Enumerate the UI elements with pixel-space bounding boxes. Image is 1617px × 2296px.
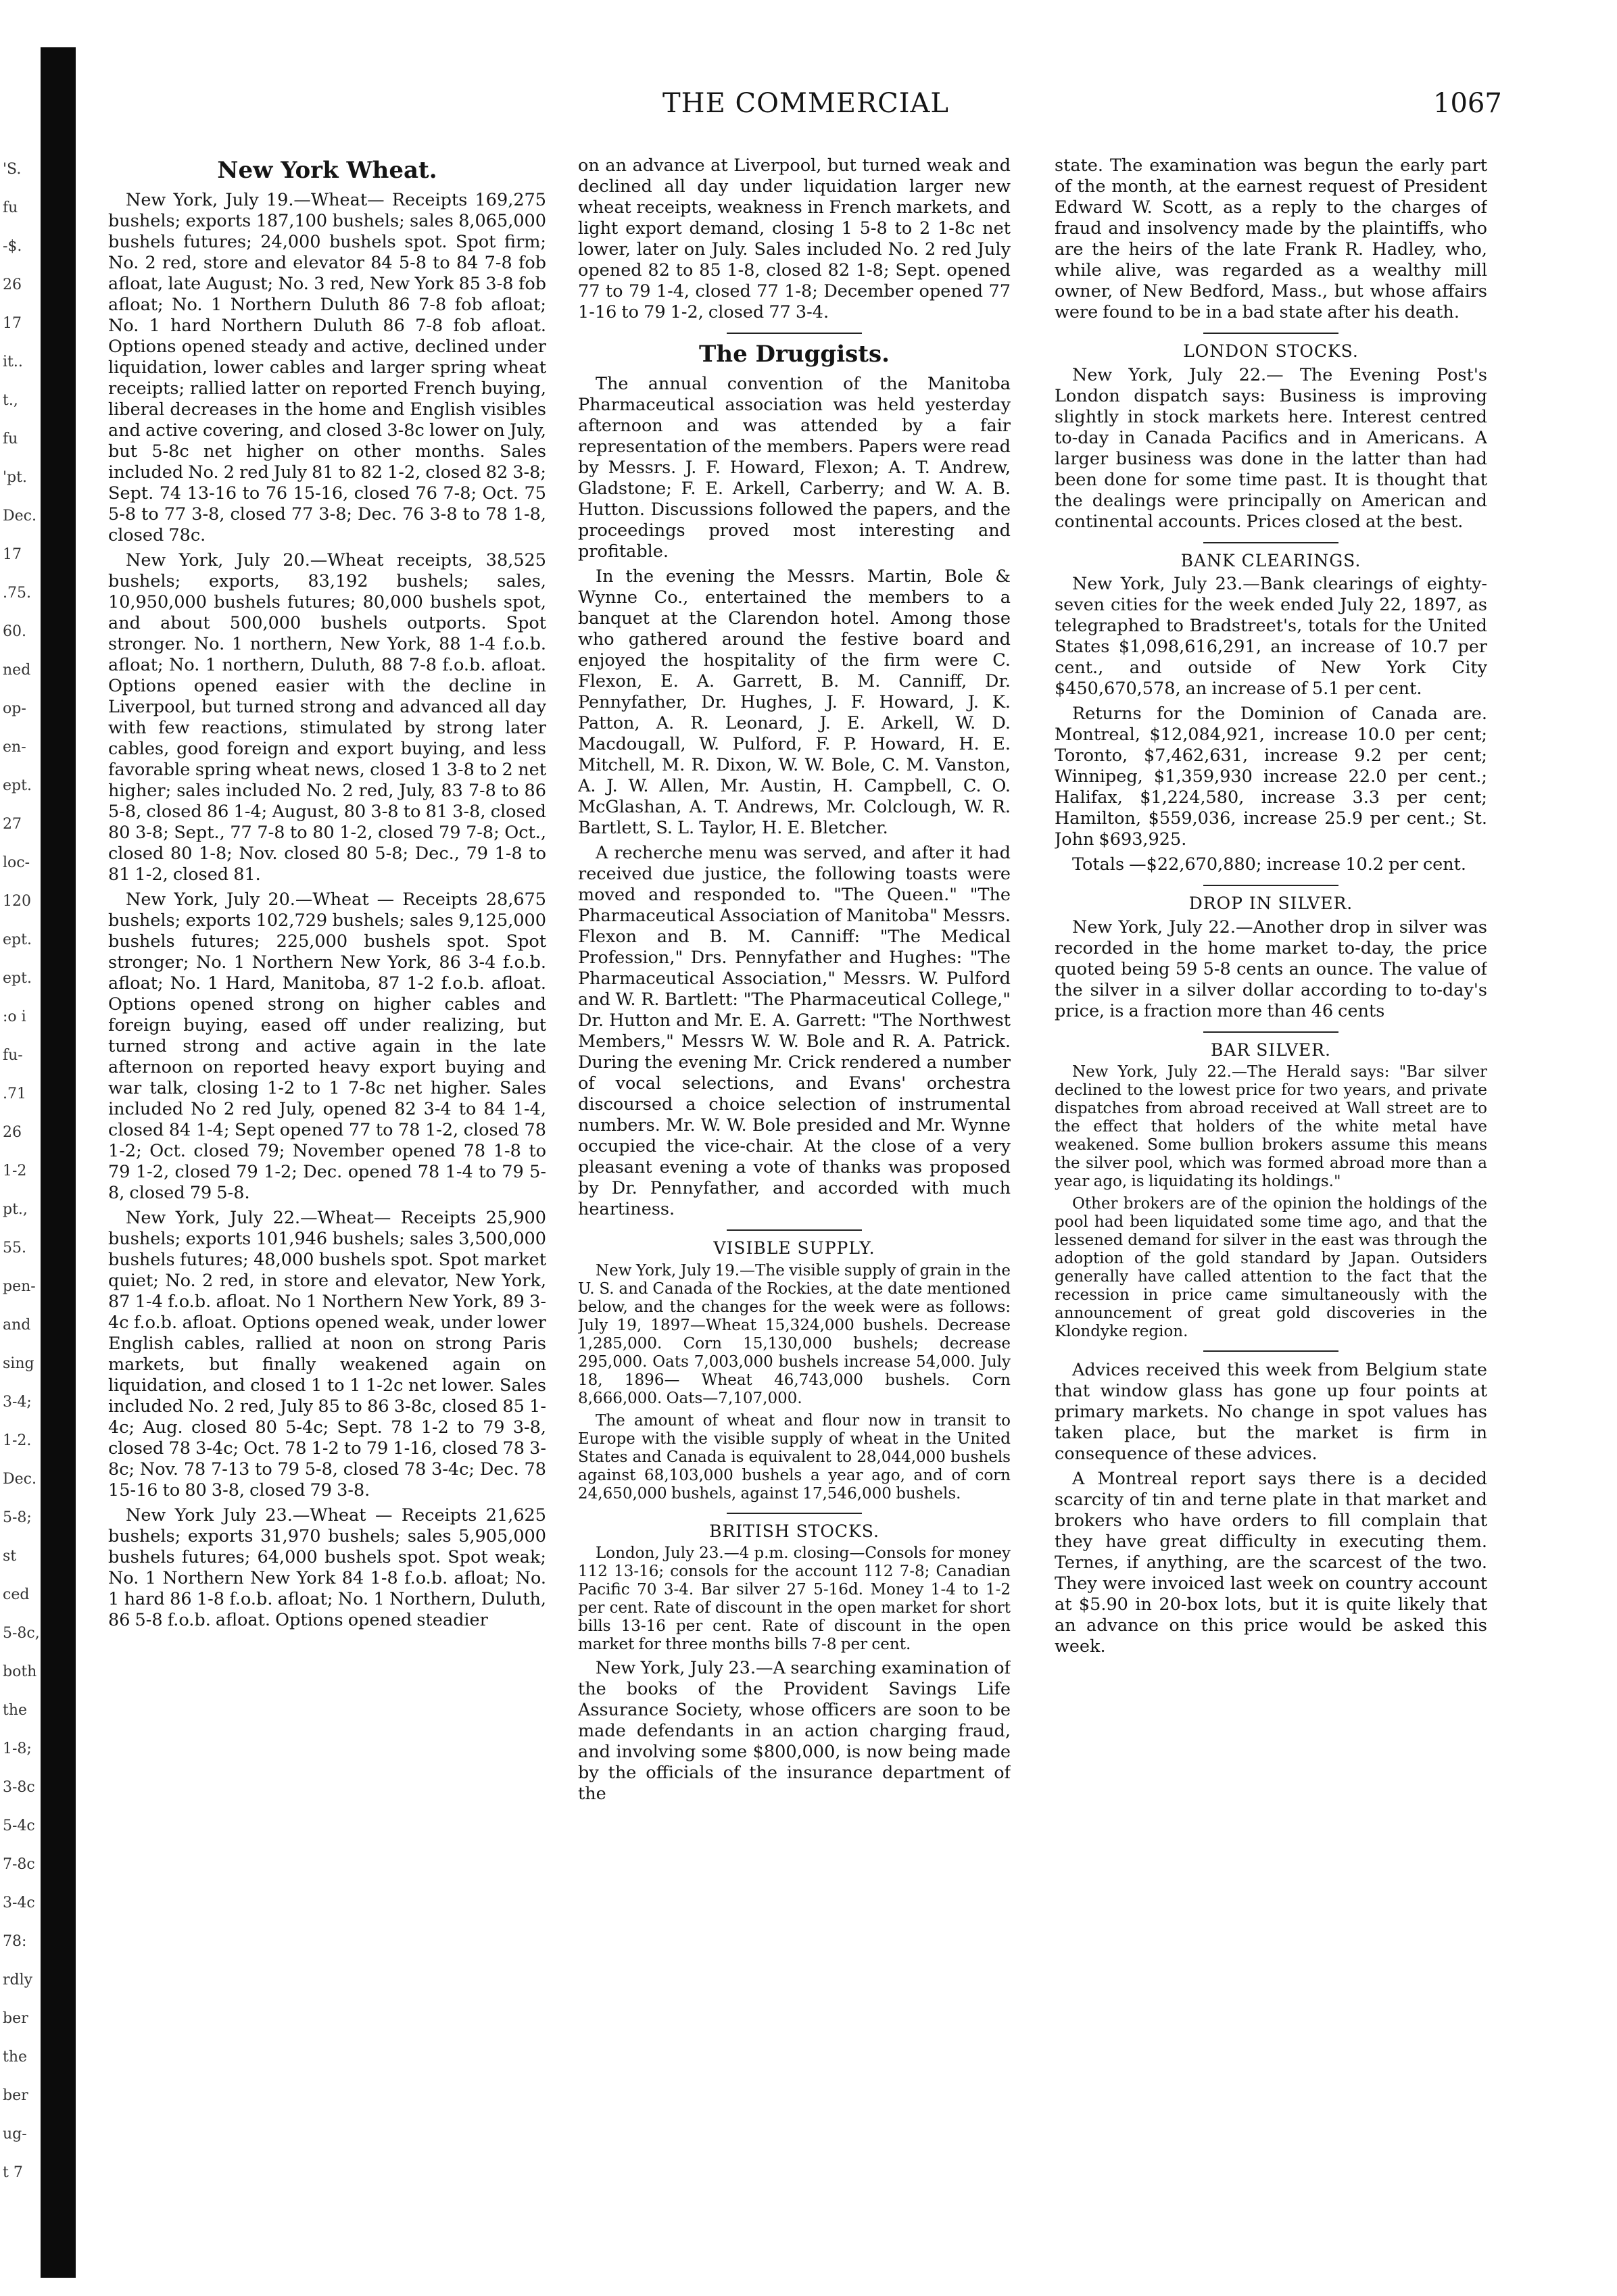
margin-fragment: ept.: [3, 970, 32, 987]
article-paragraph: Returns for the Dominion of Canada are. Montreal, $12,084,921, increase 10.0 per cent; Toronto, $7,462,631, increase 9.2 per cent; Winnipeg, $1,359,930 increase 22.0 per cent.; Halifax, $1,224,580, increase 3.3 per cent; Hamilton, $559,036, increase 25.9 per cent.; St. John $693,925.: [1055, 704, 1487, 850]
margin-fragment: sing: [3, 1355, 34, 1372]
margin-fragment: both: [3, 1663, 37, 1680]
margin-fragment: 27: [3, 816, 22, 833]
article-paragraph: London, July 23.—4 p.m. closing—Consols for money 112 13-16; consols for the account 112 7-8; Canadian Pacific 70 3-4. Bar silver 27 5-16d. Money 1-4 to 1-2 per cent. Rate of discount in the open market for short bills 13-16 per cent. Rate of discount in the open market for three months bills 7-8 per cent.: [578, 1544, 1011, 1654]
column-rule: [727, 333, 862, 334]
article-paragraph: New York, July 22.—Another drop in silver was recorded in the home market to-day, the price quoted being 59 5-8 cents an ounce. The value of the silver in a silver dollar according to to-day's price, is a fraction more than 46 cents: [1055, 917, 1487, 1021]
section-heading: DROP IN SILVER.: [1188, 894, 1353, 913]
masthead-title: THE COMMERCIAL: [662, 88, 949, 119]
margin-fragment: the: [3, 1702, 28, 1719]
margin-fragment: ced: [3, 1586, 30, 1603]
margin-fragment: 'S.: [3, 162, 22, 178]
margin-fragment: 17: [3, 546, 22, 563]
margin-fragment: 3-4c: [3, 1895, 35, 1911]
margin-fragment: fu: [3, 199, 18, 216]
margin-fragment: 3-4;: [3, 1394, 32, 1411]
article-paragraph: A Montreal report says there is a decided scarcity of tin and terne plate in that market and brokers who have orders to fill complain that they have great difficulty in executing them. Ternes, if anything, are the scarcest of the two. They were invoiced last week on country account at $5.90 in 20-box lots, but it is quite likely that an advance on this price would be asked this week.: [1055, 1469, 1487, 1657]
section-heading: BRITISH STOCKS.: [709, 1521, 879, 1541]
margin-fragment: 1-2: [3, 1163, 27, 1179]
column-rule: [1203, 333, 1338, 334]
article-paragraph: New York, July 20.—Wheat — Receipts 28,675 bushels; exports 102,729 bushels; sales 9,125,000 bushels futures; 225,000 bushels spot. Spot stronger; No. 1 Northern New York, 86 3-4 f.o.b. afloat; No. 1 Hard, Manitoba, 87 1-2 f.o.b. afloat. Options opened strong on higher cables and foreign buying, eased off under realizing, but turned strong and active again in the late afternoon on reported heavy export buying and war talk, closing 1-2 to 1 7-8c net higher. Sales included No 2 red July, opened 82 3-4 to 84 1-4, closed 84 1-4; Sept opened 77 to 78 1-2, closed 78 1-2; Oct. closed 79; November opened 78 1-8 to 79 1-2, closed 79 1-2; Dec. opened 78 1-4 to 79 5-8, closed 79 5-8.: [108, 889, 546, 1204]
page-number: 1067: [1433, 88, 1502, 119]
article-paragraph: New York, July 19.—Wheat— Receipts 169,275 bushels; exports 187,100 bushels; sales 8,065,000 bushels futures; 24,000 bushels spot. Spot firm; No. 2 red, store and elevator 84 5-8 to 84 7-8 fob afloat, late August; No. 3 red, New York 85 3-8 fob afloat; No. 1 Northern Duluth 86 7-8 fob afloat; No. 1 hard Northern Duluth 86 7-8 fob afloat. Options opened steady and active, declined under liquidation, lower cables and larger spring wheat receipts; rallied latter on reported French buying, liberal decreases in the home and English visibles and active covering, and closed 3-8c lower on July, but 5-8c net higher on other months. Sales included No. 2 red July 81 to 82 1-2, closed 82 3-8; Sept. 74 13-16 to 76 15-16, closed 76 7-8; Oct. 75 5-8 to 77 3-8, closed 77 3-8; Dec. 76 3-8 to 78 1-8, closed 78c.: [108, 190, 546, 546]
margin-fragment: t 7: [3, 2164, 23, 2181]
margin-fragment: 26: [3, 1124, 22, 1141]
column-rule: [727, 1513, 862, 1514]
margin-fragment: 1-2.: [3, 1432, 32, 1449]
column-rule: [1203, 1350, 1338, 1352]
margin-fragment: .75.: [3, 585, 31, 602]
margin-fragment: it..: [3, 353, 23, 370]
article-paragraph: Advices received this week from Belgium state that window glass has gone up four points at primary markets. No change in spot values has taken place, but the market is firm in consequence of these advices.: [1055, 1360, 1487, 1464]
column-rule: [1203, 1031, 1338, 1033]
margin-fragment: 17: [3, 315, 22, 332]
margin-fragment: pen-: [3, 1278, 36, 1295]
article-paragraph: The amount of wheat and flour now in transit to Europe with the visible supply of wheat in the United States and Canada is equivalent to 28,044,000 bushels against 68,103,000 bushels a year ago, and of corn 24,650,000 bushels, against 17,546,000 bushels.: [578, 1411, 1011, 1503]
margin-fragment: 55.: [3, 1240, 26, 1256]
column-rule: [1203, 885, 1338, 886]
article-paragraph: New York, July 22.— The Evening Post's London dispatch says: Business is improving slightly in stock markets here. Interest centred to-day in Canada Pacifics and in Americans. A larger business was done in the latter than had been done for some time past. It is thought that the dealings were principally on American and continental accounts. Prices closed at the best.: [1055, 364, 1487, 532]
margin-fragment: ned: [3, 662, 31, 679]
margin-fragment: ept.: [3, 931, 32, 948]
margin-fragment: st: [3, 1548, 17, 1565]
adjacent-page-fragments: [0, 162, 54, 2291]
article-heading: New York Wheat.: [217, 157, 437, 184]
section-heading: BANK CLEARINGS.: [1180, 550, 1361, 570]
margin-fragment: 60.: [3, 623, 26, 640]
margin-fragment: .71: [3, 1085, 26, 1102]
section-heading: LONDON STOCKS.: [1183, 341, 1359, 361]
margin-fragment: fu-: [3, 1047, 23, 1064]
margin-fragment: 120: [3, 893, 31, 910]
article-paragraph: New York, July 22.—The Herald says: "Bar silver declined to the lowest price for two years, and private dispatches from abroad received at Wall street are to the effect that holders of the white metal have weakened. Some bullion brokers assume this means the silver pool, which was formed abroad more than a year ago, is liquidating its holdings.": [1055, 1063, 1487, 1190]
article-paragraph: Totals —$22,670,880; increase 10.2 per cent.: [1072, 854, 1466, 875]
margin-fragment: 7-8c: [3, 1856, 35, 1873]
margin-fragment: 26: [3, 276, 22, 293]
margin-fragment: 'pt.: [3, 469, 27, 486]
column-2: [578, 155, 1011, 2278]
article-paragraph: A recherche menu was served, and after it had received due justice, the following toasts were moved and responded to. "The Queen." "The Pharmaceutical Association of Manitoba" Messrs. Flexon and B. M. Canniff: "The Medical Profession," Drs. Pennyfather and Hughes: "The Pharmaceutical Association," Messrs. W. Pulford and W. R. Bartlett: "The Pharmaceutical College," Dr. Hutton and Mr. E. A. Garrett: "The Northwest Members," Messrs W. W. Bole and R. A. Patrick. During the evening Mr. Crick rendered a number of vocal selections, and Evans' orchestra discoursed a choice selection of instrumental numbers. Mr. W. W. Bole presided and Mr. Wynne occupied the vice-chair. At the close of a very pleasant evening a vote of thanks was proposed by Dr. Pennyfather, and accorded with much heartiness.: [578, 843, 1011, 1220]
article-paragraph: New York, July 23.—A searching examination of the books of the Provident Savings Life Assurance Society, whose officers are soon to be made defendants in an action charging fraud, and involving some $800,000, is now being made by the officials of the insurance department of the: [578, 1658, 1011, 1805]
article-paragraph: New York, July 20.—Wheat receipts, 38,525 bushels; exports, 83,192 bushels; sales, 10,950,000 bushels futures; 80,000 bushels spot, and about 500,000 bushels outports. Spot stronger. No. 1 northern, New York, 88 1-4 f.o.b. afloat; No. 1 northern, Duluth, 88 7-8 f.o.b. afloat. Options opened easier with the decline in Liverpool, but turned strong and advanced all day with few reactions, stimulated by strong later cables, good foreign and export buying, and less favorable spring wheat news, closed 1 3-8 to 2 net higher; sales included No. 2 red, July, 83 7-8 to 86 5-8, closed 86 1-4; August, 80 3-8 to 81 3-8, closed 80 3-8; Sept., 77 7-8 to 80 1-2, closed 79 7-8; Oct., closed 80 1-8; Nov. closed 80 5-8; Dec., 79 1-8 to 81 1-2, closed 81.: [108, 550, 546, 885]
section-heading: VISIBLE SUPPLY.: [713, 1238, 875, 1259]
margin-fragment: en-: [3, 739, 26, 756]
column-rule: [727, 1229, 862, 1231]
margin-fragment: pt.,: [3, 1201, 28, 1218]
article-paragraph: In the evening the Messrs. Martin, Bole & Wynne Co., entertained the members to a banquet at the Clarendon hotel. Among those who gathered around the festive board and enjoyed the hospitality of the firm were C. Flexon, E. A. Garrett, B. M. Canniff, Dr. Pennyfather, Dr. Hughes, J. F. Howard, J. K. Patton, A. R. Leonard, J. E. Arkell, W. D. Macdougall, W. Pulford, F. P. Howard, H. E. Mitchell, M. R. Dixon, W. W. Bole, C. M. Vanston, A. J. W. Allen, Mr. Austin, H. Campbell, C. O. McGlashan, A. T. Andrews, Mr. Colclough, W. R. Bartlett, S. L. Taylor, H. E. Bletcher.: [578, 566, 1011, 839]
margin-fragment: op-: [3, 700, 26, 717]
article-paragraph: state. The examination was begun the early part of the month, at the earnest request of President Edward W. Scott, as a reply to the charges of fraud and insolvency made by the plaintiffs, who are the heirs of the late Frank R. Hadley, who, while alive, was regarded as a wealthy mill owner, of New Bedford, Mass., but whose affairs were found to be in a bad state after his death.: [1055, 155, 1487, 322]
article-paragraph: New York July 23.—Wheat — Receipts 21,625 bushels; exports 31,970 bushels; sales 5,905,000 bushels futures; 64,000 bushels spot. Spot weak; No. 1 Northern New York 84 1-8 f.o.b. afloat; No. 1 hard 86 1-8 f.o.b. afloat; No. 1 Northern, Duluth, 86 5-8 f.o.b. afloat. Options opened steadier: [108, 1505, 546, 1631]
margin-fragment: 3-8c: [3, 1779, 35, 1796]
article-paragraph: Other brokers are of the opinion the holdings of the pool had been liquidated some time ago, and that the lessened demand for silver in the east was through the adoption of the gold standard by Japan. Outsiders generally have called attention to the fact that the recession in price came simultaneously with the announcement of great gold discoveries in the Klondyke region.: [1055, 1195, 1487, 1340]
article-paragraph: The annual convention of the Manitoba Pharmaceutical association was held yesterday afternoon and was attended by a fair representation of the members. Papers were read by Messrs. J. F. Howard, Flexon; A. T. Andrew, Gladstone; F. E. Arkell, Carberry; and W. A. B. Hutton. Discussions followed the papers, and the proceedings proved most interesting and profitable.: [578, 374, 1011, 562]
article-heading: The Druggists.: [699, 341, 890, 368]
margin-fragment: 5-4c: [3, 1817, 35, 1834]
margin-fragment: 5-8;: [3, 1509, 32, 1526]
margin-fragment: 78:: [3, 1933, 27, 1950]
margin-fragment: ug-: [3, 2126, 27, 2143]
margin-fragment: loc-: [3, 854, 30, 871]
margin-fragment: ept.: [3, 777, 32, 794]
article-paragraph: New York, July 23.—Bank clearings of eighty-seven cities for the week ended July 22, 1897, as telegraphed to Bradstreet's, totals for the United States $1,098,616,291, an increase of 10.7 per cent., and outside of New York City $450,670,578, an increase of 5.1 per cent.: [1055, 574, 1487, 699]
margin-fragment: :o i: [3, 1008, 26, 1025]
column-1: [108, 155, 546, 2278]
margin-fragment: ber: [3, 2010, 28, 2027]
margin-fragment: rdly: [3, 1972, 33, 1988]
article-paragraph: New York, July 19.—The visible supply of grain in the U. S. and Canada of the Rockies, at the date mentioned below, and the changes for the week were as follows: July 19, 1897—Wheat 15,324,000 bushels. Decrease 1,285,000. Corn 15,130,000 bushels; decrease 295,000. Oats 7,003,000 bushels increase 54,000. July 18, 1896— Wheat 46,743,000 bushels. Corn 8,666,000. Oats—7,107,000.: [578, 1261, 1011, 1407]
column-rule: [1203, 542, 1338, 543]
margin-fragment: Dec.: [3, 508, 37, 524]
section-heading: BAR SILVER.: [1211, 1040, 1331, 1060]
margin-fragment: t.,: [3, 392, 18, 409]
margin-fragment: and: [3, 1317, 31, 1334]
margin-fragment: 1-8;: [3, 1740, 32, 1757]
margin-fragment: Dec.: [3, 1471, 37, 1488]
margin-fragment: ber: [3, 2087, 28, 2104]
article-paragraph: New York, July 22.—Wheat— Receipts 25,900 bushels; exports 101,946 bushels; sales 3,500,000 bushels futures; 48,000 bushels spot. Spot market quiet; No. 2 red, in store and elevator, New York, 87 1-4 f.o.b. afloat. No 1 Northern New York, 89 3-4c f.o.b. afloat. Options opened weak, under lower English cables, rallied at noon on strong Paris markets, but finally weakened again on liquidation, and closed 1 to 1 1-2c net lower. Sales included No. 2 red, July 85 to 86 3-8c, closed 85 1-4c; Aug. closed 80 5-4c; Sept. 78 1-2 to 79 3-8, closed 78 3-4c; Oct. 78 1-2 to 79 1-16, closed 78 3-8c; Nov. 78 7-13 to 79 5-8, closed 78 3-4c; Dec. 78 15-16 to 80 3-8, closed 79 3-8.: [108, 1208, 546, 1501]
margin-fragment: -$.: [3, 238, 22, 255]
column-3: [1055, 155, 1487, 2278]
article-paragraph: on an advance at Liverpool, but turned weak and declined all day under liquidation larger new wheat receipts, weakness in French markets, and light export demand, closing 1 5-8 to 2 1-8c net lower, later on July. Sales included No. 2 red July opened 82 to 85 1-8, closed 82 1-8; Sept. opened 77 to 79 1-4, closed 77 1-8; December opened 77 1-16 to 79 1-2, closed 77 3-4.: [578, 155, 1011, 322]
margin-fragment: the: [3, 2049, 28, 2066]
margin-fragment: fu: [3, 431, 18, 447]
margin-fragment: 5-8c,: [3, 1625, 40, 1642]
